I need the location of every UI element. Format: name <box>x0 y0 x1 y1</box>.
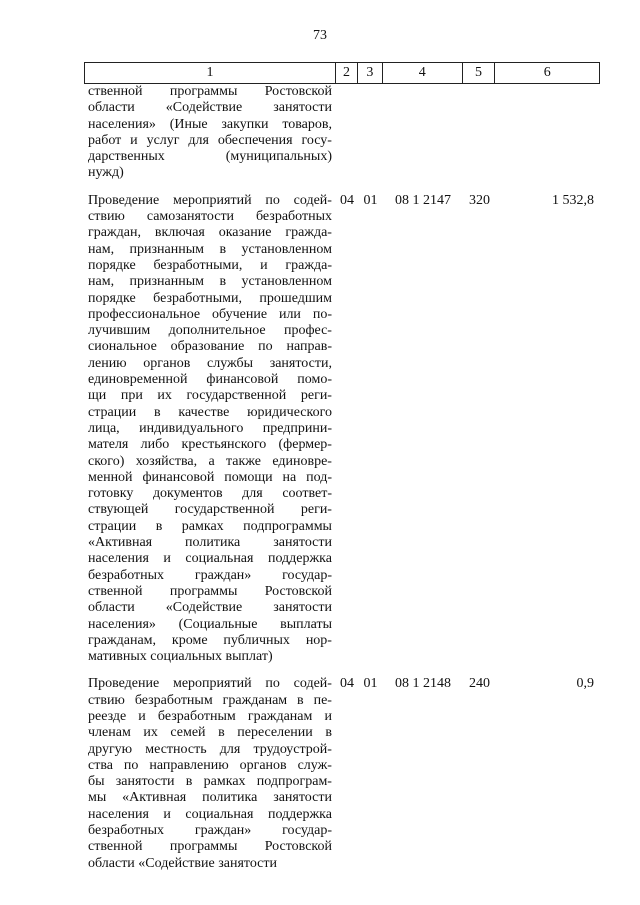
description-line: бы занятости в рамках подпрограм- <box>88 774 332 790</box>
target-article-code: 08 1 2148 <box>395 676 451 692</box>
description-line: порядке безработными, и гражда- <box>88 257 332 273</box>
description-line: безработных граждан» государ- <box>88 823 332 839</box>
expense-type-code <box>463 84 496 182</box>
description-line: членам их семей в переселении в <box>88 725 332 741</box>
table-row <box>84 84 600 182</box>
description-line: ственной программы Ростовской <box>88 583 332 599</box>
column-header-5: 5 <box>463 63 496 83</box>
description-line: менной финансовой помощи на под- <box>88 469 332 485</box>
description-line: населения» (Социальные выплаты <box>88 616 332 632</box>
column-header-1: 1 <box>85 63 336 83</box>
description-line: другую местность для трудоустрой- <box>88 741 332 757</box>
description-line: населения и социальная поддержка <box>88 806 332 822</box>
description-line: единовременной финансовой помо- <box>88 372 332 388</box>
description-line: ствующей государственной реги- <box>88 502 332 518</box>
description-line: работ и услуг для обеспечения госу- <box>88 132 332 148</box>
description-line: граждан, включая оказание гражда- <box>88 225 332 241</box>
description-line: нужд) <box>88 165 124 181</box>
subsection-code <box>358 84 383 182</box>
section-code <box>336 84 358 182</box>
section-code: 04 <box>340 192 354 208</box>
description-line: гражданам, кроме публичных нор- <box>88 632 332 648</box>
description-line: ствию безработным гражданам в пе- <box>88 692 332 708</box>
table-row <box>84 676 600 872</box>
amount: 1 532,8 <box>552 192 594 208</box>
description-line: страции в качестве юридического <box>88 404 332 420</box>
section-code: 04 <box>340 676 354 692</box>
description-line: ства по направлению органов служ- <box>88 757 332 773</box>
description-line: профессиональное обучение или по- <box>88 306 332 322</box>
target-article-code <box>383 84 463 182</box>
amount: 0,9 <box>576 676 594 692</box>
description-line: мы «Активная политика занятости <box>88 790 332 806</box>
row-description <box>84 193 336 666</box>
description-line: лица, индивидуального предприни- <box>88 420 332 436</box>
description-line: лению органов службы занятости, <box>88 355 332 371</box>
description-line: щи при их государственной реги- <box>88 388 332 404</box>
description-line: области «Содействие занятости <box>88 855 277 871</box>
description-line: дарственных (муниципальных) <box>88 149 332 165</box>
description-line: нам, признанным в установленном <box>88 274 332 290</box>
amount <box>496 84 600 182</box>
expense-type-code: 240 <box>469 676 490 692</box>
description-line: реезде и безработным гражданам и <box>88 708 332 724</box>
description-line: области «Содействие занятости <box>88 100 332 116</box>
description-line: безработных граждан» государ- <box>88 567 332 583</box>
column-header-4: 4 <box>383 63 463 83</box>
expense-type-code: 320 <box>469 192 490 208</box>
description-line: Проведение мероприятий по содей- <box>88 676 332 692</box>
row-description <box>84 676 336 872</box>
description-line: ственной программы Ростовской <box>88 839 332 855</box>
description-line: «Активная политика занятости <box>88 535 332 551</box>
column-header-3: 3 <box>358 63 383 83</box>
row-description <box>84 84 336 182</box>
description-line: мателя либо крестьянского (фермер- <box>88 437 332 453</box>
table-row <box>84 193 600 666</box>
description-line: страции в рамках подпрограммы <box>88 518 332 534</box>
target-article-code: 08 1 2147 <box>395 192 451 208</box>
description-line: нам, признанным в установленном <box>88 241 332 257</box>
table-header-row <box>84 62 600 84</box>
column-header-2: 2 <box>336 63 358 83</box>
column-header-6: 6 <box>543 65 551 80</box>
description-line: готовку документов для соответ- <box>88 486 332 502</box>
description-line: сиональное образование по направ- <box>88 339 332 355</box>
table-body <box>84 84 600 872</box>
description-line: ского) хозяйства, а также единовре- <box>88 453 332 469</box>
description-line: ствию самозанятости безработных <box>88 209 332 225</box>
description-line: лучившим дополнительное профес- <box>88 323 332 339</box>
subsection-code: 01 <box>363 192 378 208</box>
description-line: Проведение мероприятий по содей- <box>88 192 332 208</box>
description-line: населения и социальная поддержка <box>88 551 332 567</box>
description-line: ственной программы Ростовской <box>88 84 332 99</box>
page-number: 73 <box>313 28 327 43</box>
description-line: населения» (Иные закупки товаров, <box>88 116 332 132</box>
description-line: мативных социальных выплат) <box>88 649 273 665</box>
description-line: порядке безработными, прошедшим <box>88 290 332 306</box>
subsection-code: 01 <box>363 676 378 692</box>
description-line: области «Содействие занятости <box>88 600 332 616</box>
